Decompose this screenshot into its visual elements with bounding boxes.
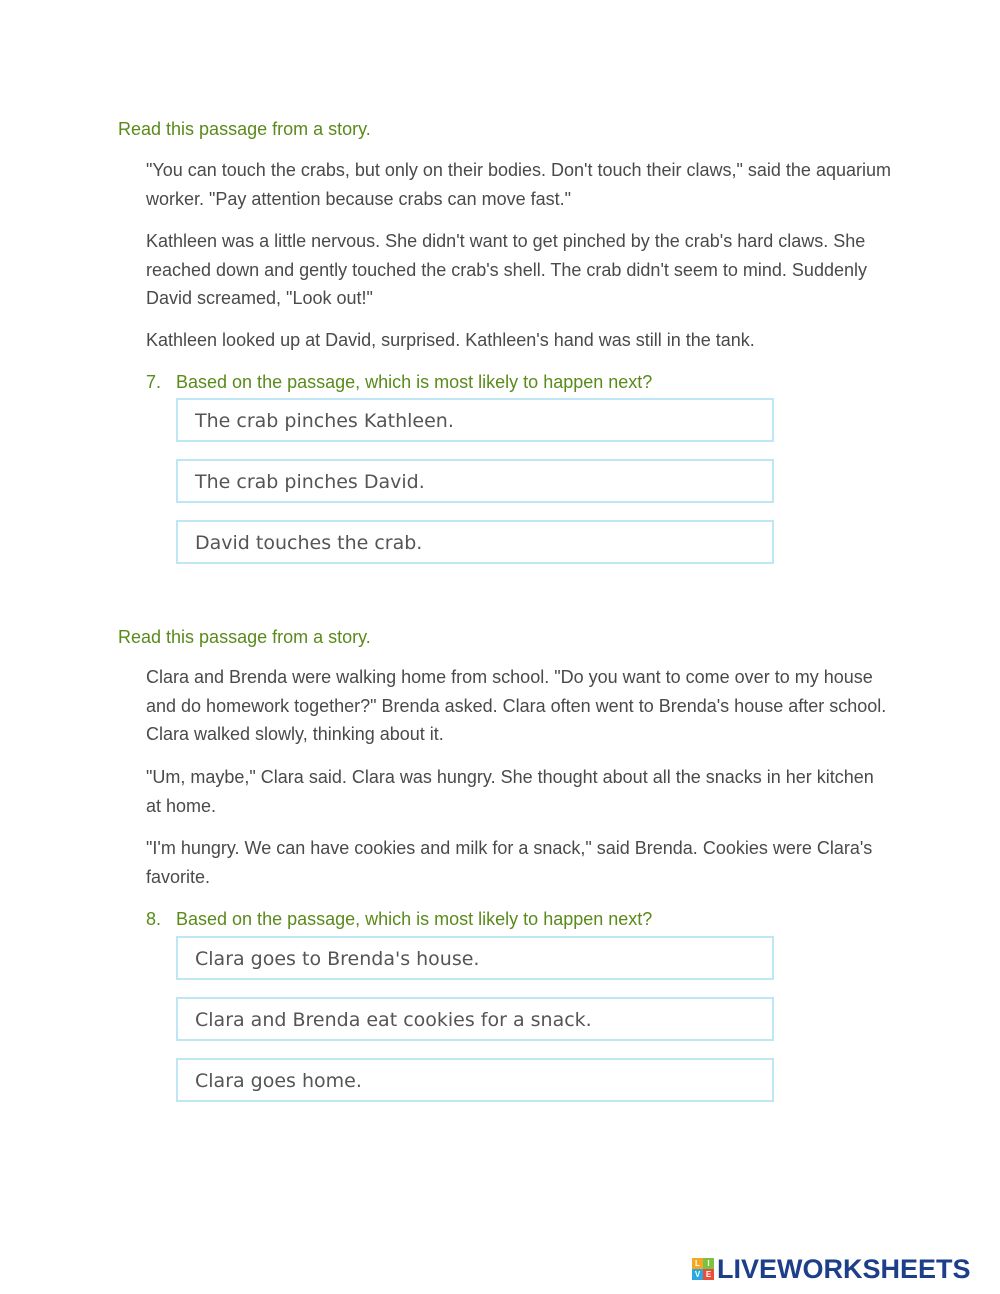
answer-option[interactable]: David touches the crab. — [176, 520, 774, 564]
logo-mark-icon — [692, 1258, 714, 1280]
passage-paragraph: Kathleen was a little nervous. She didn't want to get pinched by the crab's hard claws. She reached down and gently touched the crab's shell. The crab didn't seem to mind. Suddenly David screamed, "Look out!" — [146, 231, 867, 308]
passage-intro: Read this passage from a story. — [118, 119, 371, 139]
answer-option[interactable]: Clara goes home. — [176, 1058, 774, 1102]
passage-paragraph: "I'm hungry. We can have cookies and milk for a snack," said Brenda. Cookies were Clara's favorite. — [146, 838, 873, 887]
logo-text: LIVEWORKSHEETS — [717, 1254, 971, 1284]
liveworksheets-logo — [692, 1252, 971, 1286]
question-number: 8. — [146, 909, 162, 929]
question-7 — [146, 370, 652, 394]
answer-option[interactable]: The crab pinches Kathleen. — [176, 398, 774, 442]
passage-paragraph: "You can touch the crabs, but only on their bodies. Don't touch their claws," said the aquarium worker. "Pay attention because crabs can move fast." — [146, 160, 891, 209]
logo-mark-letter: I — [703, 1258, 714, 1269]
question-text: Based on the passage, which is most likely to happen next? — [176, 909, 653, 929]
question-8 — [146, 907, 652, 931]
logo-mark-letter: E — [703, 1269, 714, 1280]
passage-paragraph: Kathleen looked up at David, surprised. Kathleen's hand was still in the tank. — [146, 330, 755, 350]
question-text: Based on the passage, which is most likely to happen next? — [176, 372, 653, 392]
passage-paragraph: Clara and Brenda were walking home from school. "Do you want to come over to my house and do homework together?" Brenda asked. Clara often went to Brenda's house after school. Clara walked slowly, thinking about it. — [146, 667, 887, 744]
question-number: 7. — [146, 372, 162, 392]
logo-mark-letter: L — [692, 1258, 703, 1269]
passage-paragraph: "Um, maybe," Clara said. Clara was hungry. She thought about all the snacks in her kitchen at home. — [146, 767, 874, 816]
answer-option[interactable]: The crab pinches David. — [176, 459, 774, 503]
answer-option[interactable]: Clara and Brenda eat cookies for a snack. — [176, 997, 774, 1041]
answer-option[interactable]: Clara goes to Brenda's house. — [176, 936, 774, 980]
passage-intro: Read this passage from a story. — [118, 627, 371, 647]
logo-mark-letter: V — [692, 1269, 703, 1280]
